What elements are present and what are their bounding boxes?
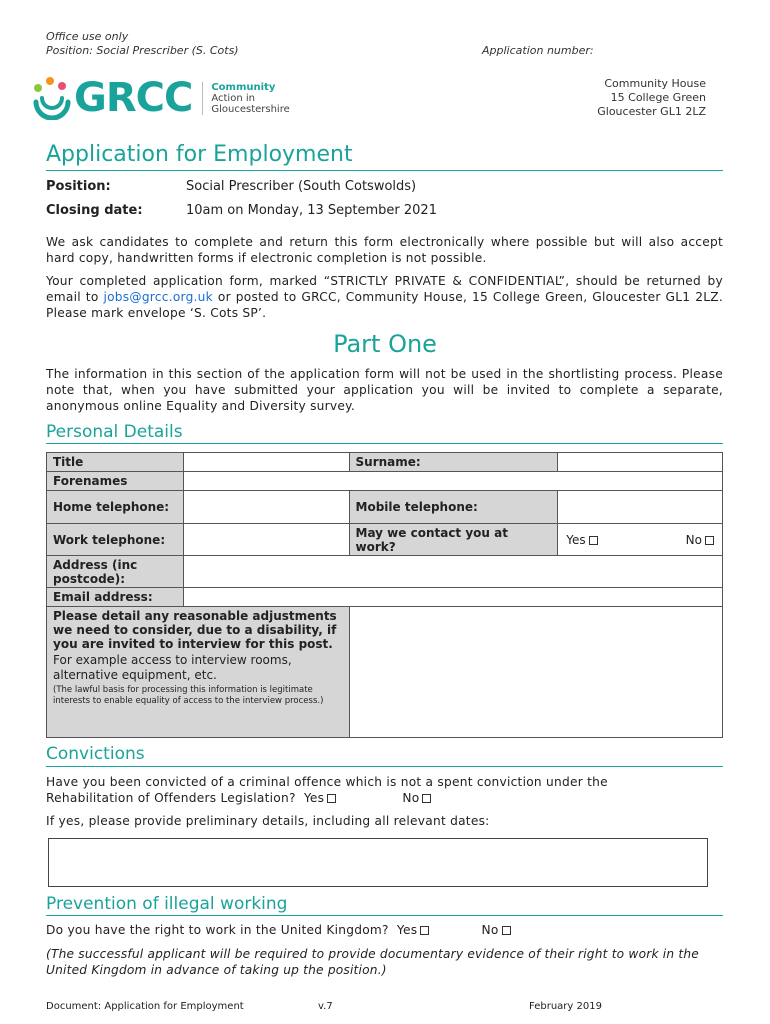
convictions-details-prompt: If yes, please provide preliminary details, including all relevant dates: [46,814,490,828]
mobile-telephone-label: Mobile telephone: [349,491,558,524]
convictions-yes-label: Yes [303,791,325,805]
convictions-no-checkbox[interactable] [422,794,431,803]
footer-date: February 2019 [529,1001,602,1012]
grcc-logo [30,76,290,120]
title-rule [46,170,723,171]
org-address [597,77,706,119]
intro-paragraph-2 [46,273,723,321]
forenames-label: Forenames [47,472,184,491]
footer-document: Document: Application for Employment [46,1001,244,1012]
contact-no-checkbox[interactable] [705,536,714,545]
personal-details-heading: Personal Details [46,422,183,442]
illegal-working-heading: Prevention of illegal working [46,894,288,914]
convictions-details-field[interactable] [48,838,708,887]
footer-version: v.7 [318,1001,333,1012]
office-use-block [46,30,239,58]
contact-yes-option[interactable] [566,533,597,547]
closing-date-value: 10am on Monday, 13 September 2021 [186,203,437,218]
forenames-field[interactable] [183,472,722,491]
logo-mark-icon [30,76,74,120]
contact-at-work-options [558,524,723,556]
right-to-work-no-label: No [481,923,499,937]
work-telephone-label: Work telephone: [47,524,184,556]
contact-no-label: No [685,532,702,547]
page-title: Application for Employment [46,142,353,167]
intro-paragraph-1: We ask candidates to complete and return this form electronically where possible but will also accept hard copy, handwritten forms if electronic completion is not possible. [46,235,723,265]
right-to-work-no-option[interactable] [481,923,510,937]
convictions-question-block [46,774,666,806]
convictions-heading: Convictions [46,744,145,764]
contact-at-work-label: May we contact you at work? [349,524,558,556]
contact-yes-checkbox[interactable] [589,536,598,545]
contact-no-option[interactable] [686,533,714,547]
personal-details-table [46,452,723,738]
adjustments-question: Please detail any reasonable adjustments we need to consider, due to a disability, if you are invited to interview for this post. [53,609,337,651]
personal-details-rule [46,443,723,444]
right-to-work-yes-label: Yes [396,923,418,937]
address-label: Address (inc postcode): [47,556,184,588]
address-line: Gloucester GL1 2LZ [597,105,706,118]
intro-text: Your completed application form, marked “STRICTLY PRIVATE & CONFIDENTIAL”, should be returned by email to [46,274,723,304]
logo-wordmark: GRCC [74,75,193,121]
convictions-rule [46,766,723,767]
application-number-label: Application number: [482,44,594,57]
right-to-work-question: Do you have the right to work in the United Kingdom? [46,923,389,937]
position-label: Position: [46,179,111,194]
part-one-text: The information in this section of the application form will not be used in the shortlisting process. Please note that, when you have submitted your application you will be invited to complete a separate, anonymous online Equality and Diversity survey. [46,367,723,413]
office-position: Position: Social Prescriber (S. Cots) [46,44,239,57]
contact-yes-label: Yes [566,532,586,547]
address-line: Community House [604,77,706,90]
intro-text: or posted to GRCC, Community House, 15 College Green, Gloucester GL1 2LZ. Please mark envelope ‘S. Cots SP’. [46,290,723,320]
work-telephone-field[interactable] [183,524,349,556]
right-to-work-block [46,923,511,937]
adjustments-lawful-basis: (The lawful basis for processing this information is legitimate interests to enable equality of access to the interview process.) [53,685,324,706]
office-use-label: Office use only [46,30,129,43]
surname-label: Surname: [349,453,558,472]
convictions-no-option[interactable] [402,791,431,805]
right-to-work-note: (The successful applicant will be required to provide documentary evidence of their right to work in the United Kingdom in advance of taking up the position.) [46,947,699,977]
address-line: 15 College Green [610,91,706,104]
logo-sub-line: Community [211,81,276,93]
title-field[interactable] [183,453,349,472]
convictions-no-label: No [402,791,420,805]
mobile-telephone-field[interactable] [558,491,723,524]
home-telephone-field[interactable] [183,491,349,524]
logo-sub-line: Action in [211,92,255,104]
address-field[interactable] [183,556,722,588]
email-link[interactable]: jobs@grcc.org.uk [103,290,213,304]
convictions-yes-option[interactable] [304,791,336,805]
illegal-working-rule [46,915,723,916]
email-address-field[interactable] [183,588,722,607]
logo-sub-line: Gloucestershire [211,103,290,115]
email-address-label: Email address: [47,588,184,607]
right-to-work-no-checkbox[interactable] [502,926,511,935]
adjustments-example: For example access to interview rooms, alternative equipment, etc. [53,653,292,682]
position-value: Social Prescriber (South Cotswolds) [186,179,417,194]
home-telephone-label: Home telephone: [47,491,184,524]
right-to-work-yes-option[interactable] [397,923,429,937]
adjustments-field[interactable] [349,607,722,738]
adjustments-label [47,607,350,738]
surname-field[interactable] [558,453,723,472]
logo-subtitle [202,82,289,115]
right-to-work-yes-checkbox[interactable] [420,926,429,935]
title-label: Title [47,453,184,472]
convictions-yes-checkbox[interactable] [327,794,336,803]
closing-date-label: Closing date: [46,203,143,218]
part-one-heading: Part One [333,330,437,358]
convictions-question: Have you been convicted of a criminal offence which is not a spent conviction under the Rehabilitation of Offenders Legislation? [46,775,608,805]
